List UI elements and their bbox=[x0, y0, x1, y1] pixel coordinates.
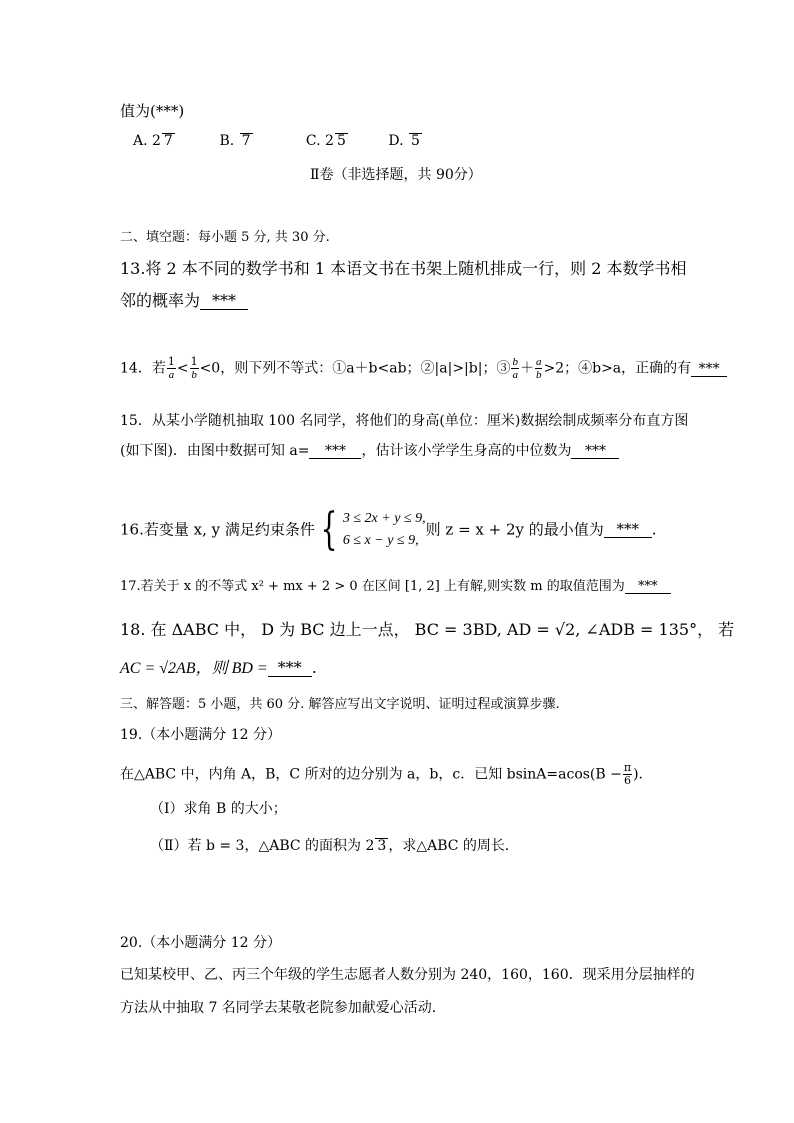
q20-line2: 方法从中抽取 7 名同学去某敬老院参加献爱心活动． bbox=[120, 1000, 446, 1016]
section3-heading: 三、解答题：5 小题，共 60 分. 解答应写出文字说明、证明过程或演算步骤. bbox=[120, 697, 560, 712]
answer-blank: *** bbox=[625, 580, 671, 594]
q13-line2: 邻的概率为 *** bbox=[120, 293, 248, 310]
answer-blank: *** bbox=[571, 444, 619, 459]
q13-line1: 13.将 2 本不同的数学书和 1 本语文书在书架上随机排成一行，则 2 本数学书相 bbox=[120, 259, 687, 278]
answer-blank: *** bbox=[268, 660, 312, 677]
left-brace: { bbox=[320, 504, 338, 555]
fraction: $\frac{a}{b}$ bbox=[535, 356, 542, 381]
q12-tail: 值为(***) bbox=[120, 102, 185, 120]
part2-title: Ⅱ卷（非选择题，共 90分） bbox=[310, 167, 482, 183]
fraction: $\frac{1}{b}$ bbox=[190, 355, 198, 381]
q15-line1: 15．从某小学随机抽取 100 名同学，将他们的身高(单位：厘米)数据绘制成频率分布直方图 bbox=[120, 413, 689, 429]
answer-blank: *** bbox=[309, 444, 361, 459]
section2-heading: 二、填空题：每小题 5 分, 共 30 分. bbox=[120, 230, 330, 245]
option-d: D. 5 bbox=[388, 133, 420, 149]
fraction: $\frac{\pi}{6}$ bbox=[623, 761, 632, 787]
q19-part1: （Ⅰ）求角 B 的大小； bbox=[150, 801, 287, 817]
q19-title: 19.（本小题满分 12 分） bbox=[120, 727, 281, 743]
q20-line1: 已知某校甲、乙、丙三个年级的学生志愿者人数分别为 240，160，160．现采用分层抽样的 bbox=[120, 967, 695, 983]
q16: 16.若变量 x, y 满足约束条件 { 3 ≤ 2x + y ≤ 9, 6 ≤ x − y ≤ 9, 则 z = x + 2y 的最小值为 *** . bbox=[120, 504, 657, 555]
q14: 14．若 $\frac{1}{a}$ < $\frac{1}{b}$ <0，则下列不等式：①a＋b<ab；②|a|>|b|；③ $\frac{b}{a}$ ＋ $\frac{a}{b}$ >2；④b>a，正确的有 *** bbox=[120, 356, 727, 381]
q18-line2: AC = √2AB，则 BD = *** . bbox=[120, 658, 317, 677]
q15-line2: (如下图)．由图中数据可知 a= *** ，估计该小学学生身高的中位数为 *** bbox=[120, 444, 619, 459]
q20-title: 20.（本小题满分 12 分） bbox=[120, 935, 281, 951]
answer-blank: *** bbox=[200, 293, 248, 310]
answer-blank: *** bbox=[604, 522, 652, 538]
constraint-system: 3 ≤ 2x + y ≤ 9, 6 ≤ x − y ≤ 9, bbox=[342, 511, 426, 548]
fraction: $\frac{b}{a}$ bbox=[512, 356, 518, 381]
q18-line1: 18. 在 ΔABC 中， D 为 BC 边上一点， BC = 3BD, AD = √2, ∠ADB = 135°， 若 bbox=[120, 620, 735, 639]
q19-part2: （Ⅱ）若 b = 3，△ABC 的面积为 2 3 ，求△ABC 的周长． bbox=[150, 838, 519, 854]
q17: 17.若关于 x 的不等式 x² + mx + 2 > 0 在区间 [1, 2] 上有解,则实数 m 的取值范围为 *** bbox=[120, 580, 671, 594]
answer-blank: *** bbox=[691, 362, 727, 377]
option-c: C. 2 5 bbox=[305, 133, 346, 149]
option-b: B. 7 bbox=[219, 133, 251, 149]
q19-stem: 在△ABC 中，内角 A，B，C 所对的边分别为 a，b，c．已知 bsinA=acos(B − $\frac{\pi}{6}$ )． bbox=[120, 761, 653, 787]
option-a: A. 2 7 bbox=[133, 133, 173, 149]
q12-options bbox=[133, 133, 422, 148]
fraction: $\frac{1}{a}$ bbox=[167, 355, 175, 381]
